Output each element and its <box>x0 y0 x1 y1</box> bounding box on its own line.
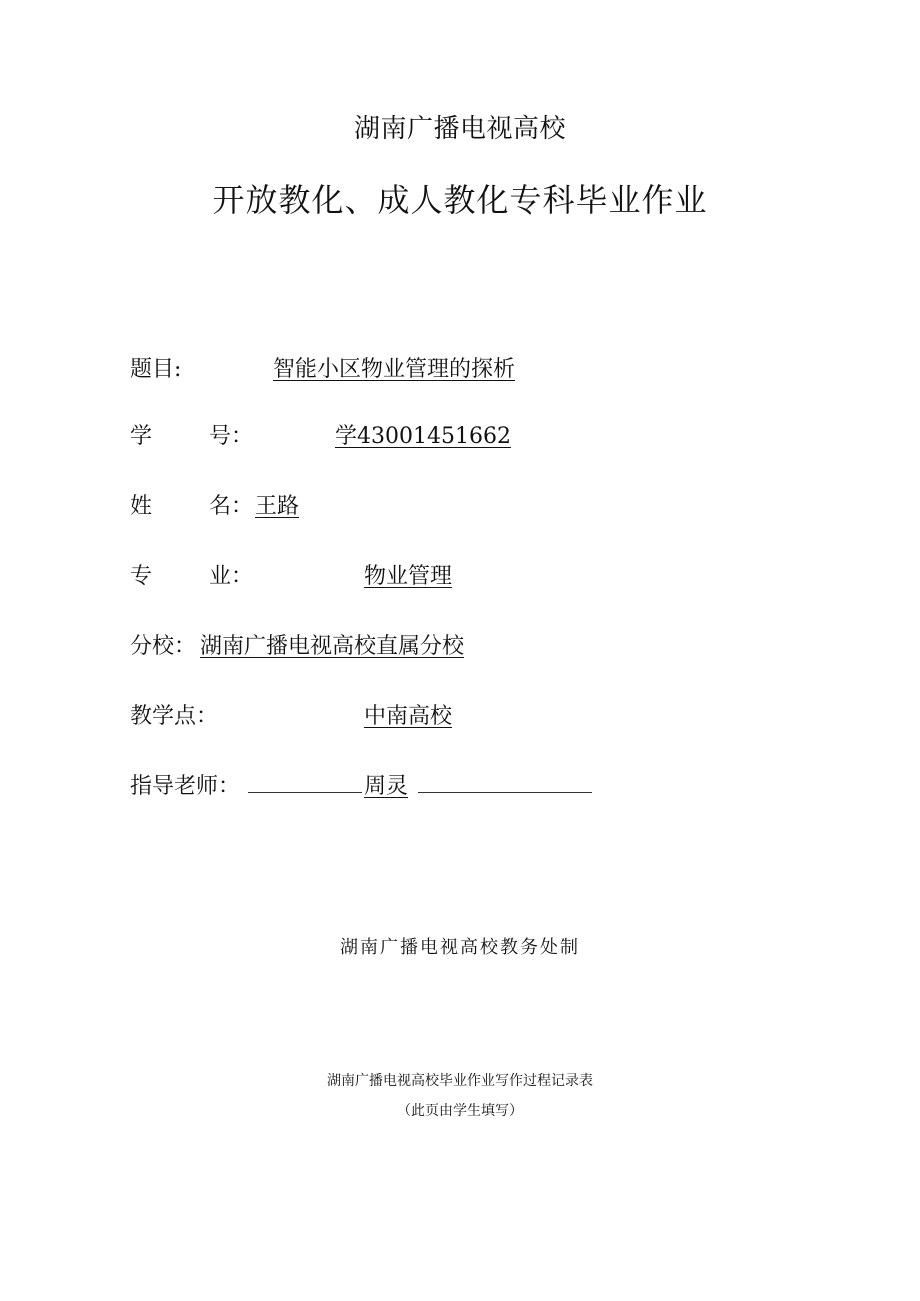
teaching-site-label: 教学点： <box>130 704 219 729</box>
document-title: 开放教化、成人教化专科毕业作业 <box>212 181 708 219</box>
student-id-value: 学43001451662 <box>335 424 511 449</box>
advisor-blank-line-left <box>248 792 362 793</box>
advisor-blank-line-right <box>418 792 592 793</box>
student-id-label-char1: 学 <box>130 424 153 449</box>
major-value: 物业管理 <box>364 564 453 589</box>
advisor-value: 周灵 <box>364 774 409 799</box>
topic-value: 智能小区物业管理的探析 <box>273 357 516 382</box>
record-form-title: 湖南广播电视高校毕业作业写作过程记录表 <box>327 1073 593 1089</box>
student-id-label-char2: 号： <box>209 424 254 449</box>
school-title: 湖南广播电视高校 <box>353 114 566 144</box>
branch-label: 分校： <box>130 634 197 659</box>
major-label-char1: 专 <box>130 564 153 589</box>
major-label-char2: 业： <box>209 564 254 589</box>
branch-value: 湖南广播电视高校直属分校 <box>200 634 465 659</box>
record-form-note: （此页由学生填写） <box>397 1103 523 1119</box>
topic-label: 题目: <box>130 357 182 382</box>
name-value: 王路 <box>255 494 300 519</box>
teaching-site-value: 中南高校 <box>364 704 453 729</box>
advisor-label: 指导老师： <box>130 774 241 799</box>
name-label-char1: 姓 <box>130 494 153 519</box>
name-label-char2: 名： <box>209 494 254 519</box>
issuing-office: 湖南广播电视高校教务处制 <box>340 937 580 958</box>
